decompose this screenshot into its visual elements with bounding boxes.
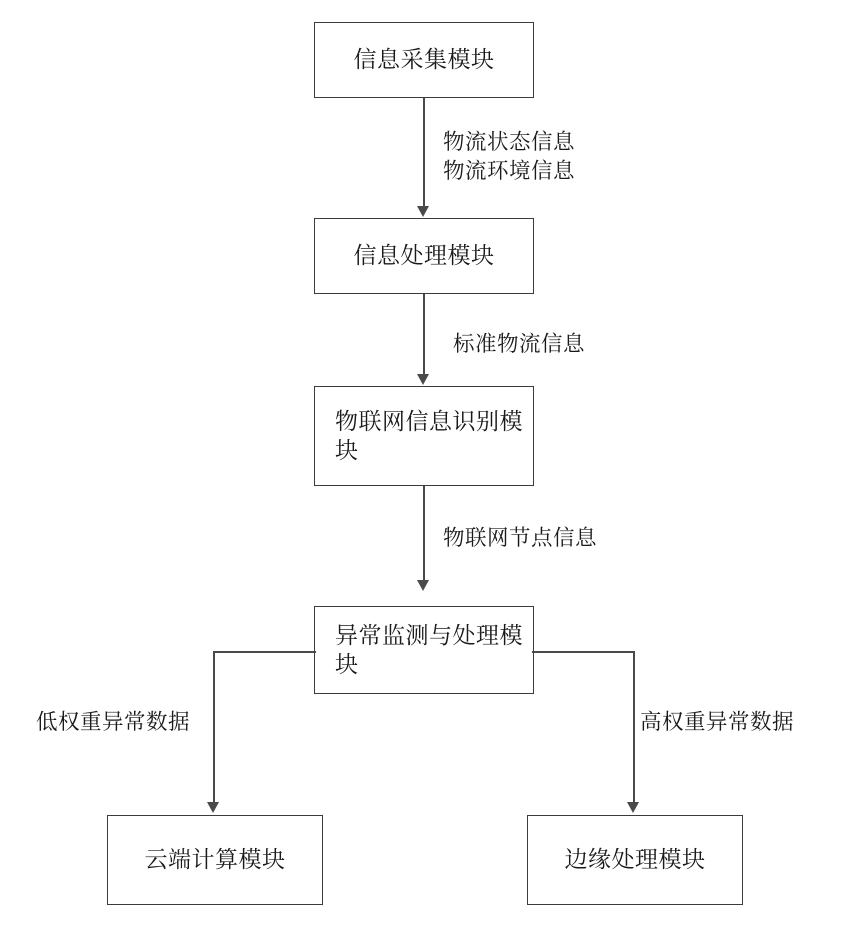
edge-anomaly-cloud-label: 低权重异常数据 bbox=[36, 710, 191, 734]
edge-anomaly-cloud-hline bbox=[213, 651, 316, 653]
edge-process-iot-line bbox=[423, 294, 425, 376]
edge-anomaly-edge-arrow bbox=[627, 802, 639, 813]
edge-anomaly-cloud-arrow bbox=[207, 802, 219, 813]
edge-iot-anomaly-arrow bbox=[417, 580, 429, 591]
node-iot[interactable] bbox=[314, 386, 534, 486]
edge-anomaly-edge-vline bbox=[633, 651, 635, 804]
node-collect[interactable] bbox=[314, 22, 534, 98]
edge-anomaly-cloud-vline bbox=[213, 651, 215, 804]
edge-iot-anomaly-label: 物联网节点信息 bbox=[443, 526, 598, 550]
edge-process-iot-arrow bbox=[417, 374, 429, 385]
node-cloud[interactable] bbox=[107, 815, 323, 905]
node-iot-label: 物联网信息识别模 块 bbox=[335, 407, 523, 463]
edge-collect-process-line bbox=[423, 98, 425, 208]
edge-collect-process-label: 物流状态信息 物流环境信息 bbox=[443, 130, 576, 184]
node-process[interactable] bbox=[314, 218, 534, 294]
edge-collect-process-arrow bbox=[417, 206, 429, 217]
node-process-label: 信息处理模块 bbox=[353, 242, 495, 269]
node-anomaly-label: 异常监测与处理模 块 bbox=[335, 621, 523, 677]
edge-anomaly-edge-label: 高权重异常数据 bbox=[640, 710, 795, 734]
edge-process-iot-label: 标准物流信息 bbox=[453, 332, 586, 356]
node-edge[interactable] bbox=[527, 815, 743, 905]
edge-anomaly-edge-hline bbox=[532, 651, 634, 653]
node-cloud-label: 云端计算模块 bbox=[144, 846, 286, 873]
node-collect-label: 信息采集模块 bbox=[353, 46, 495, 73]
node-anomaly[interactable] bbox=[314, 606, 534, 694]
edge-iot-anomaly-line bbox=[423, 486, 425, 582]
node-edge-label: 边缘处理模块 bbox=[564, 846, 706, 873]
